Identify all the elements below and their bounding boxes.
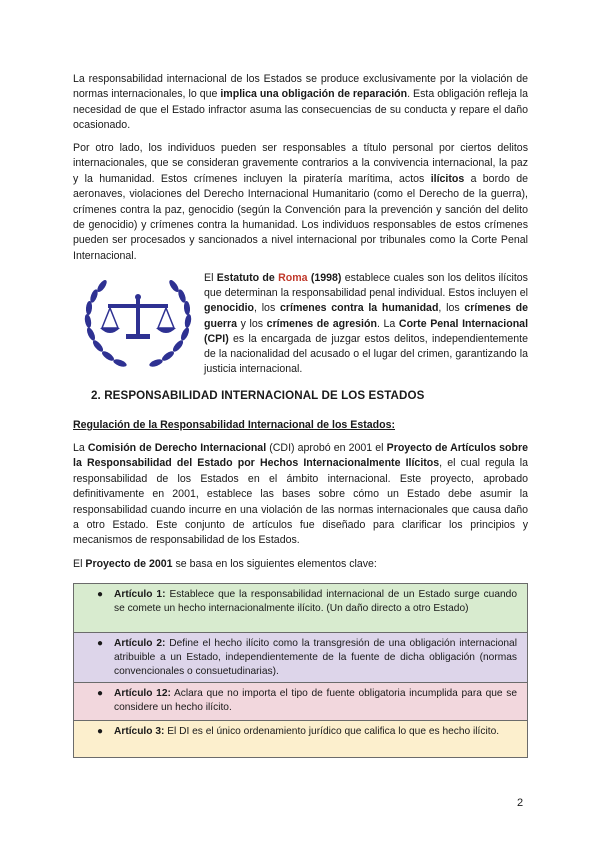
article-text: Define el hecho ilícito como la transgresión de una obligación internacional atribuible a un Estado, independientemente de la fuente de dicha obligación (normas convencionales o consuetudinarias). bbox=[114, 638, 517, 678]
article-text: Aclara que no importa el tipo de fuente obligatoria incumplida para que se considere un hecho ilícito. bbox=[114, 688, 517, 714]
article-2-box bbox=[73, 633, 528, 683]
subsection-heading: Regulación de la Responsabilidad Internacional de los Estados: bbox=[73, 419, 396, 431]
bullet-icon: ● bbox=[97, 688, 104, 699]
paragraph-state-responsibility: La responsabilidad internacional de los Estados se produce exclusivamente por la violación de normas internacionales, lo que implica una obligación de reparación. Esta obligación refleja la necesidad de que el Estado infractor asuma las consecuencias de su conducta y repare el daño ocasionado. bbox=[73, 73, 528, 132]
bullet-icon: ● bbox=[97, 726, 104, 737]
article-label: Artículo 2: bbox=[114, 638, 166, 649]
article-12-box bbox=[73, 683, 528, 721]
icc-logo-icon bbox=[80, 272, 196, 372]
bullet-icon: ● bbox=[97, 638, 104, 649]
bullet-icon: ● bbox=[97, 589, 104, 600]
article-1-box bbox=[73, 583, 528, 633]
paragraph-key-elements: El Proyecto de 2001 se basa en los siguientes elementos clave: bbox=[73, 558, 377, 570]
article-label: Artículo 1: bbox=[114, 589, 166, 600]
page-number: 2 bbox=[517, 797, 524, 809]
paragraph-individual-responsibility: Por otro lado, los individuos pueden ser responsables a título personal por ciertos delitos internacionales, que se consideran gravemente contrarios a la convivencia internacional, la paz y la humanidad. Estos crímenes incluyen la piratería marítima, actos ilícitos a bordo de aeronaves, violaciones del Derecho Internacional Humanitario (como el Derecho de la guerra), crímenes contra la paz, genocidio (según la Convención para la prevención y sanción del delito de genocidio) y crímenes contra la humanidad. Los individuos responsables de estos crímenes pueden ser procesados y sancionados a nivel internacional por tribunales como la Corte Penal Internacional. bbox=[73, 142, 529, 262]
article-text: Establece que la responsabilidad internacional de un Estado surge cuando se comete un hecho internacionalmente ilícito. (Un daño directo a otro Estado) bbox=[114, 589, 517, 615]
paragraph-cdi: La Comisión de Derecho Internacional (CDI) aprobó en 2001 el Proyecto de Artículos sobre la Responsabilidad del Estado por Hechos Internacionalmente Ilícitos, el cual regula la responsabilidad de los Estados en el ámbito internacional. Este proyecto, aprobado definitivamente en 2001, establece las bases sobre cómo un Estado debe asumir la responsabilidad cuando incurre en una violación de las normas internacionales que causa daño a otro Estado. Este conjunto de artículos fue diseñado para clarificar los principios y mecanismos de responsabilidad de los Estados. bbox=[73, 442, 528, 547]
article-3-box bbox=[73, 721, 528, 758]
section-heading: 2. RESPONSABILIDAD INTERNACIONAL DE LOS ESTADOS bbox=[91, 389, 425, 402]
article-label: Artículo 12: bbox=[114, 688, 171, 699]
article-label: Artículo 3: bbox=[114, 726, 165, 737]
article-text: El DI es el único ordenamiento jurídico que califica lo que es hecho ilícito. bbox=[164, 726, 500, 737]
paragraph-rome-statute: El Estatuto de Roma (1998) establece cuales son los delitos ilícitos que determinan la responsabilidad penal individual. Estos incluyen el genocidio, los crímenes contra la humanidad, los crímenes de guerra y los crímenes de agresión. La Corte Penal Internacional (CPI) es la encargada de juzgar estos delitos, independientemente de la nacionalidad del acusado o el lugar del crimen, garantizando la justicia internacional. bbox=[204, 272, 529, 376]
